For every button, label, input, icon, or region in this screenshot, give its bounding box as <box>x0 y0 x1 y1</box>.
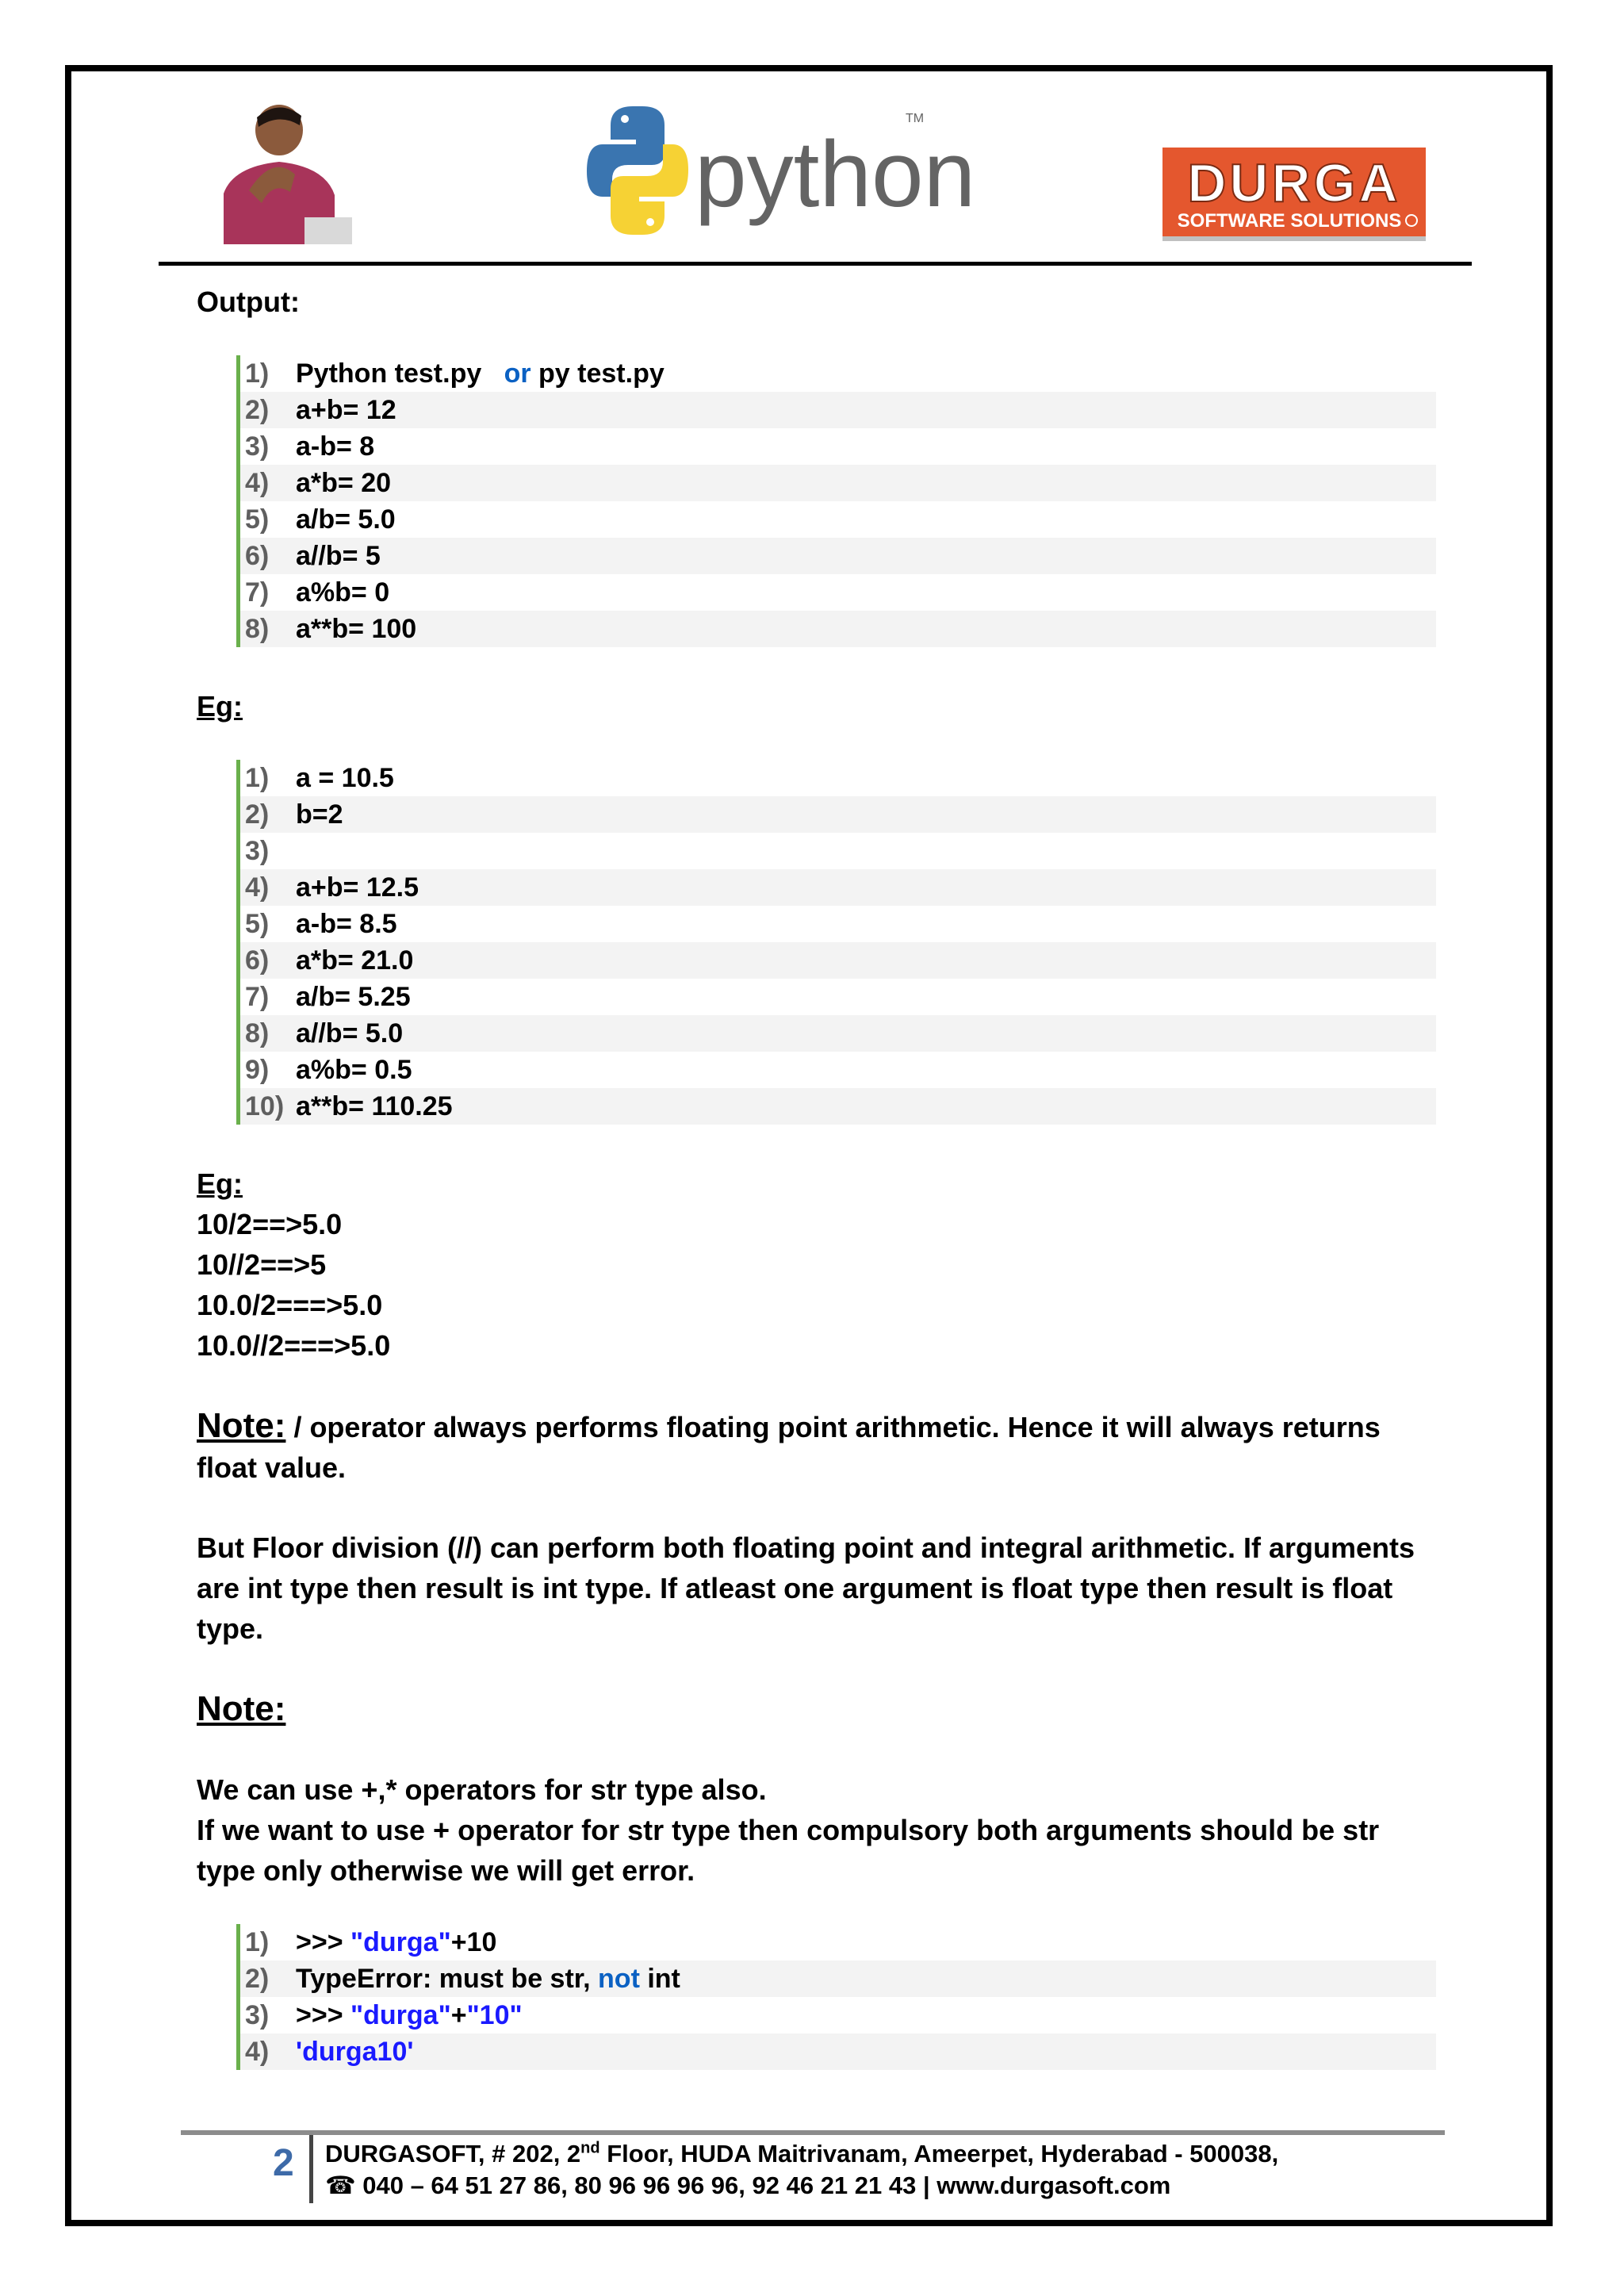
svg-text:TM: TM <box>906 112 925 125</box>
code-text <box>296 760 394 796</box>
code-token: a%b= 0.5 <box>296 1055 412 1085</box>
code-line <box>240 869 1436 906</box>
code-line <box>240 796 1436 833</box>
code-text <box>296 465 391 501</box>
code-line <box>240 906 1436 942</box>
line-number: 4) <box>245 468 270 498</box>
code-text <box>296 2033 413 2070</box>
line-number: 6) <box>245 945 270 976</box>
code-token: +10 <box>450 1927 497 1957</box>
code-text <box>296 611 416 647</box>
code-token: not <box>598 1964 640 1994</box>
code-token: a%b= 0 <box>296 577 390 608</box>
code-text <box>296 355 665 392</box>
code-line <box>240 465 1436 501</box>
code-line <box>240 1088 1436 1125</box>
address-line: DURGASOFT, # 202, 2nd Floor, HUDA Maitrivanam, Ameerpet, Hyderabad - 500038, <box>325 2139 1279 2168</box>
code-text <box>296 538 381 574</box>
line-number: 1) <box>245 358 270 389</box>
example-label-2: Eg: <box>197 1167 243 1200</box>
code-token: "10" <box>466 2000 523 2030</box>
code-token: a/b= 5.25 <box>296 982 411 1012</box>
code-token: a*b= 21.0 <box>296 945 414 976</box>
code-token: Python test.py <box>296 358 504 389</box>
footer-divider <box>181 2130 1445 2135</box>
code-line <box>240 574 1436 611</box>
code-token: or <box>504 358 531 389</box>
code-text <box>296 501 396 538</box>
header-divider <box>159 262 1472 266</box>
code-line <box>240 2033 1436 2070</box>
code-text <box>296 574 389 611</box>
code-text <box>296 1997 523 2033</box>
division-example-line: 10/2==>5.0 <box>197 1208 343 1240</box>
code-token: a/b= 5.0 <box>296 504 396 535</box>
code-token: >>> <box>296 1927 351 1957</box>
code-line <box>240 1961 1436 1997</box>
code-text <box>296 1088 453 1125</box>
code-token: a//b= 5 <box>296 541 381 571</box>
line-number: 2) <box>245 799 270 830</box>
code-line <box>240 392 1436 428</box>
page-number: 2 <box>273 2142 294 2184</box>
svg-text:SOFTWARE SOLUTIONS: SOFTWARE SOLUTIONS <box>1177 210 1402 232</box>
code-line <box>240 1997 1436 2033</box>
line-number: 8) <box>245 614 270 644</box>
code-line <box>240 1924 1436 1961</box>
floor-division-paragraph: But Floor division (//) can perform both floating point and integral arithmetic. If arguments are int type then result is int type. If atleast one argument is float type then result is float type. <box>197 1531 1415 1645</box>
code-line <box>240 979 1436 1015</box>
contact-line: ☎ 040 – 64 51 27 86, 80 96 96 96 96, 92 46 21 21 43 | www.durgasoft.com <box>325 2171 1171 2199</box>
str-plus-paragraph: If we want to use + operator for str type then compulsory both arguments should be str type only otherwise we will get error. <box>197 1814 1380 1887</box>
line-number: 7) <box>245 577 270 608</box>
code-line <box>240 1052 1436 1088</box>
note-heading-2: Note: <box>197 1689 286 1728</box>
line-number: 1) <box>245 763 270 793</box>
code-line <box>240 501 1436 538</box>
line-number: 3) <box>245 2000 270 2030</box>
phone-icon: ☎ <box>325 2171 356 2199</box>
code-text <box>296 906 397 942</box>
code-line <box>240 942 1436 979</box>
page-content <box>197 282 1434 2070</box>
code-token: b=2 <box>296 799 343 830</box>
code-token: py test.py <box>530 358 665 389</box>
code-token: a//b= 5.0 <box>296 1018 404 1048</box>
note-text: / operator always performs floating point arithmetic. Hence it will always returns float value. <box>197 1411 1381 1484</box>
code-line <box>240 428 1436 465</box>
code-line <box>240 760 1436 796</box>
code-token: 'durga10' <box>296 2037 414 2067</box>
code-text <box>296 942 413 979</box>
code-text <box>296 1961 680 1997</box>
code-token: a = 10.5 <box>296 763 394 793</box>
code-token: "durga" <box>350 1927 451 1957</box>
code-text <box>296 392 396 428</box>
code-line <box>240 355 1436 392</box>
code-block-str <box>236 1924 1436 2070</box>
line-number: 5) <box>245 504 270 535</box>
code-text <box>296 1924 496 1961</box>
code-text <box>296 869 419 906</box>
line-number: 9) <box>245 1055 270 1085</box>
page-header <box>159 95 1472 270</box>
svg-text:DURGA: DURGA <box>1187 153 1401 213</box>
code-token: a-b= 8.5 <box>296 909 397 939</box>
python-logo <box>587 95 976 246</box>
python-snake-icon <box>587 106 688 235</box>
code-token: a*b= 20 <box>296 468 392 498</box>
division-example-line: 10.0/2===>5.0 <box>197 1289 383 1321</box>
line-number: 3) <box>245 431 270 462</box>
code-token: a**b= 100 <box>296 614 417 644</box>
code-text <box>296 796 343 833</box>
footer-separator <box>309 2135 313 2203</box>
division-example-line: 10//2==>5 <box>197 1248 327 1281</box>
author-photo-icon <box>201 98 352 244</box>
line-number: 1) <box>245 1927 270 1957</box>
line-number: 4) <box>245 2037 270 2067</box>
code-token: int <box>639 1964 680 1994</box>
code-token: a+b= 12 <box>296 395 396 425</box>
code-token: TypeError: must be str, <box>296 1964 599 1994</box>
output-label: Output: <box>197 286 300 318</box>
footer-address <box>325 2138 1278 2202</box>
division-examples <box>197 1204 1434 1366</box>
line-number: 4) <box>245 872 270 903</box>
code-line <box>240 538 1436 574</box>
code-token: + <box>450 2000 467 2030</box>
code-text <box>296 979 411 1015</box>
note-division <box>197 1405 1434 1488</box>
code-token: "durga" <box>350 2000 451 2030</box>
code-block-example <box>236 760 1436 1125</box>
line-number: 3) <box>245 836 270 866</box>
str-operators-paragraph: We can use +,* operators for str type also. <box>197 1773 767 1806</box>
line-number: 7) <box>245 982 270 1012</box>
code-text <box>296 428 374 465</box>
code-token: >>> <box>296 2000 351 2030</box>
line-number: 2) <box>245 395 270 425</box>
division-example-line: 10.0//2===>5.0 <box>197 1329 391 1362</box>
example-label: Eg: <box>197 690 243 723</box>
line-number: 10) <box>245 1091 285 1121</box>
code-token: a+b= 12.5 <box>296 872 419 903</box>
code-line <box>240 833 1436 869</box>
line-number: 2) <box>245 1964 270 1994</box>
code-line <box>240 611 1436 647</box>
line-number: 6) <box>245 541 270 571</box>
line-number: 5) <box>245 909 270 939</box>
code-text <box>296 1015 403 1052</box>
code-text <box>296 1052 412 1088</box>
code-token: a-b= 8 <box>296 431 375 462</box>
code-line <box>240 1015 1436 1052</box>
note-heading: Note: <box>197 1406 286 1445</box>
line-number: 8) <box>245 1018 270 1048</box>
code-block-output <box>236 355 1436 647</box>
durga-software-logo <box>1162 148 1426 241</box>
svg-text:python: python <box>695 122 976 227</box>
code-token: a**b= 110.25 <box>296 1091 453 1121</box>
